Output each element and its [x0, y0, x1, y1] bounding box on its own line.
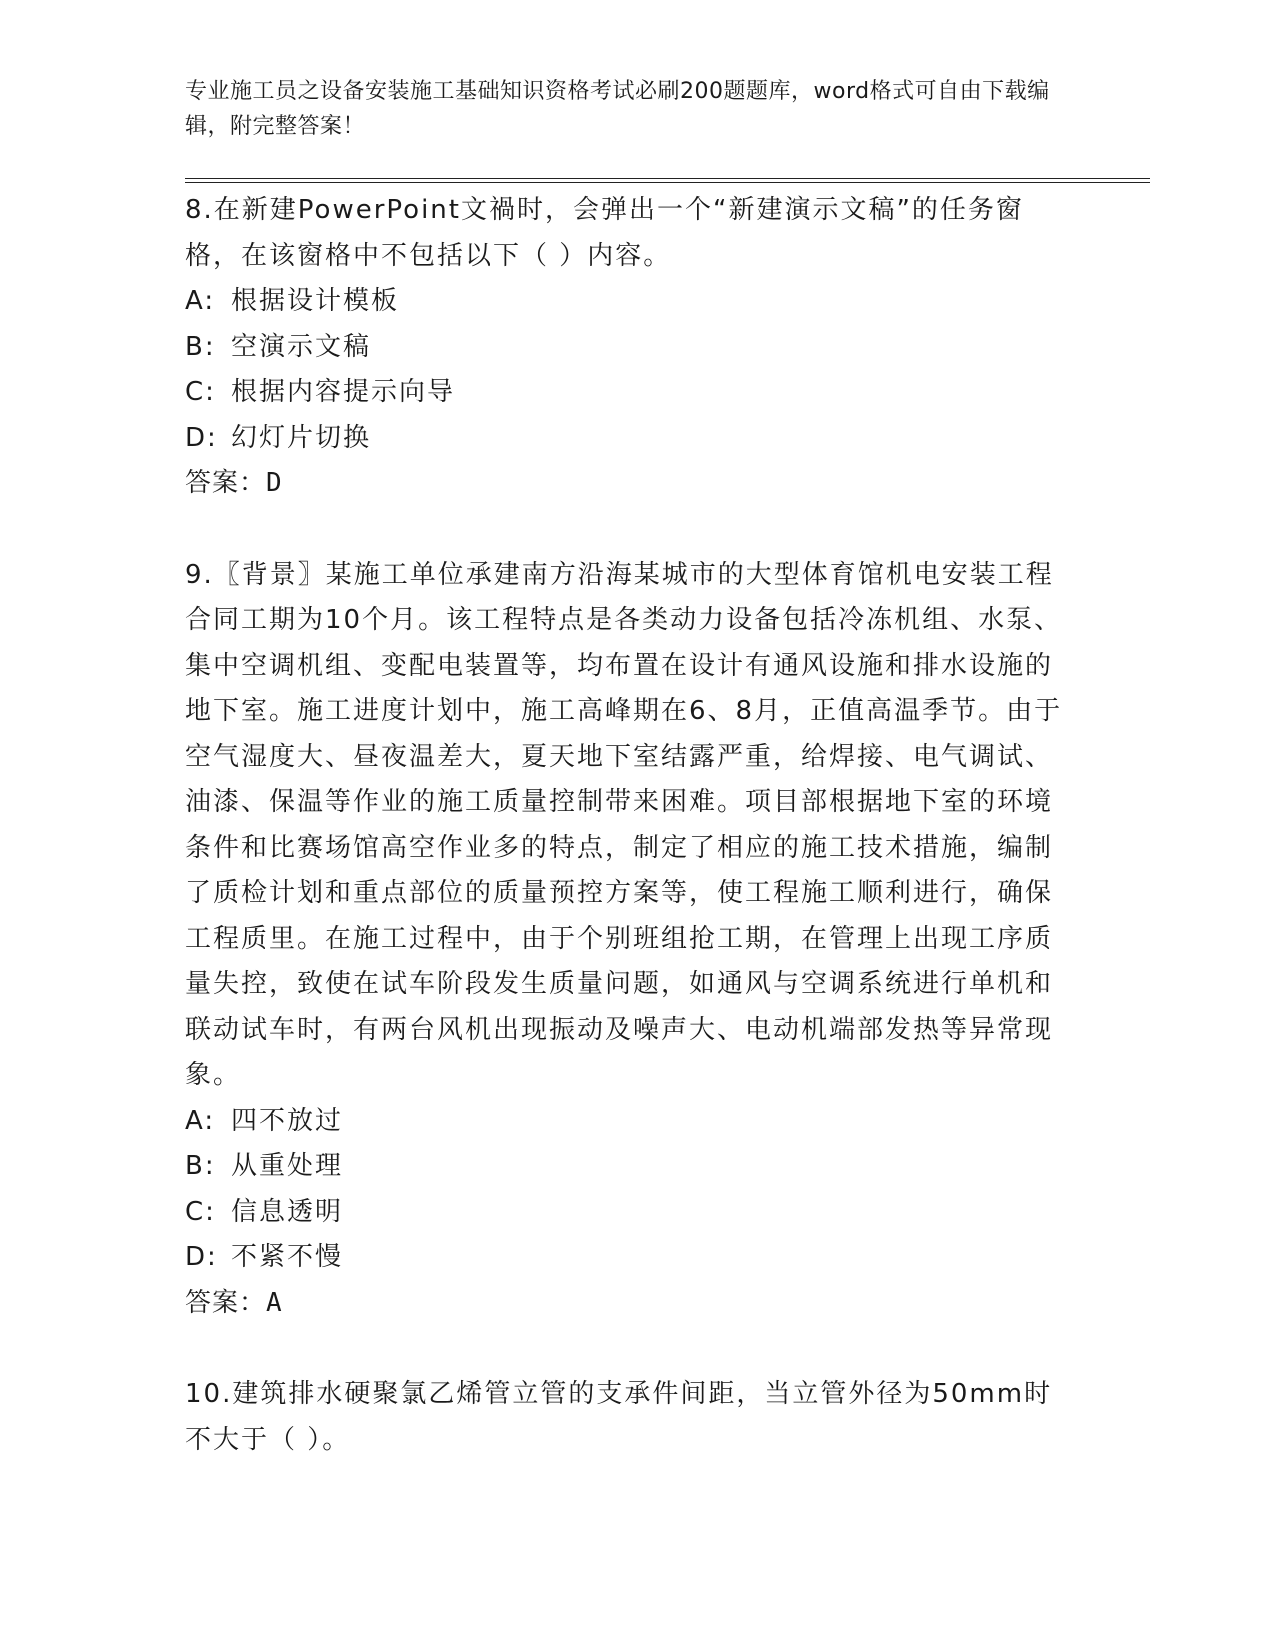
question-stem: 10.建筑排水硬聚氯乙烯管立管的支承件间距，当立管外径为50mm时不大于（ ）。 — [185, 1379, 1053, 1455]
option-c — [185, 1190, 1075, 1236]
question-10 — [185, 1372, 1075, 1463]
question-list — [185, 188, 1075, 1463]
option-text: 根据设计模板 — [231, 286, 400, 316]
page-header — [185, 74, 1065, 144]
option-b — [185, 325, 1075, 371]
option-text: 根据内容提示向导 — [231, 377, 456, 407]
option-text: 空演示文稿 — [231, 331, 372, 362]
option-text: 四不放过 — [231, 1105, 344, 1136]
option-text: 幻灯片切换 — [231, 422, 372, 453]
option-letter: A: — [185, 286, 216, 316]
option-letter: D: — [185, 1242, 218, 1272]
option-b — [185, 1144, 1075, 1190]
option-letter: D: — [185, 422, 218, 453]
option-text: 不紧不慢 — [231, 1242, 344, 1272]
option-a — [185, 279, 1075, 325]
question-stem: 8.在新建PowerPoint文禍时，会弹出一个“新建演示文稿”的任务窗格，在该窗格中不包括以下（ ）内容。 — [185, 195, 1024, 271]
header-text: 专业施工员之设备安装施工基础知识资格考试必刷200题题库，word格式可自由下载编辑，附完整答案！ — [185, 79, 1050, 139]
option-text: 信息透明 — [231, 1196, 344, 1227]
option-letter: A: — [185, 1105, 216, 1136]
option-letter: C: — [185, 377, 216, 407]
option-text: 从重处理 — [231, 1151, 344, 1181]
answer-line: 答案：A — [185, 1287, 283, 1318]
option-letter: B: — [185, 1151, 216, 1181]
option-letter: C: — [185, 1196, 216, 1227]
option-d — [185, 1235, 1075, 1281]
question-8 — [185, 188, 1075, 507]
option-a — [185, 1099, 1075, 1145]
answer-line: 答案：D — [185, 468, 283, 498]
question-stem: 9.〖背景〗某施工单位承建南方沿海某城市的大型体育馆机电安装工程合同工期为10个月。该工程特点是各类动力设备包括冷冻机组、水泵、集中空调机组、变配电装置等，均布置在设计有通风设施和排水设施的地下室。施工进度计划中，施工高峰期在6、8月，正值高温季节。由于空气湿度大、昼夜温差大，夏天地下室结露严重，给焊接、电气调试、油漆、保温等作业的施工质量控制带来困难。项目部根据地下室的环境条件和比赛场馆高空作业多的特点，制定了相应的施工技术措施，编制了质检计划和重点部位的质量预控方案等，使工程施工顺利进行，确保工程质里。在施工过程中，由于个别班组抢工期，在管理上出现工序质量失控，致使在试车阶段发生质量问题，如通风与空调系统进行单机和联动试车时，有两台风机出现振动及噪声大、电动机端部发热等异常现象。 — [185, 559, 1063, 1090]
option-d — [185, 416, 1075, 462]
question-9 — [185, 553, 1075, 1327]
option-c — [185, 370, 1075, 416]
option-letter: B: — [185, 331, 216, 362]
header-divider — [185, 178, 1150, 183]
